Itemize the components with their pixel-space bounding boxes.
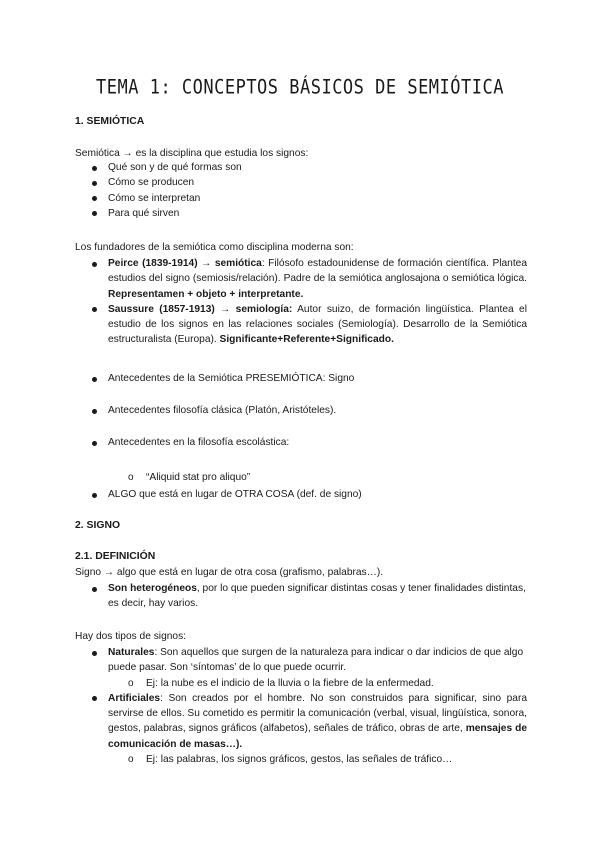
founders-intro: Los fundadores de la semiótica como disciplina moderna son: — [75, 242, 354, 253]
artificiales-example: o Ej: las palabras, los signos gráficos, gestos, las señales de tráfico… — [75, 752, 527, 767]
naturales-bold: Naturales — [108, 647, 155, 658]
list-item: ALGO que está en lugar de OTRA COSA (def. de signo) — [75, 487, 527, 502]
antecedentes-1 — [75, 371, 527, 386]
antecedentes-3 — [75, 435, 527, 450]
naturales-text: : Son aquellos que surgen de la naturaleza para indicar o dar indicios de que algo puede pasar. Son ‘síntomas’ de lo que puede ocurrir. — [108, 647, 524, 674]
tipo-naturales — [75, 645, 527, 691]
naturales-example: o Ej: la nube es el indicio de la lluvia o la fiebre de la enfermedad. — [75, 676, 527, 691]
tipos-intro: Hay dos tipos de signos: — [75, 631, 186, 642]
signo-definition: Signo → algo que está en lugar de otra cosa (grafismo, palabras…). — [75, 567, 384, 578]
list-item: Cómo se producen — [75, 175, 527, 190]
list-item: Para qué sirven — [75, 206, 527, 221]
antecedentes-2 — [75, 403, 527, 418]
founder-saussure — [75, 302, 527, 348]
latin-quote-list — [75, 470, 527, 485]
semiotica-bullets — [75, 160, 527, 221]
heterogeneos-list — [75, 581, 527, 612]
algo-list — [75, 487, 527, 502]
section-heading-signo: 2. SIGNO — [75, 520, 121, 531]
artificiales-bold-end: mensajes de comunicación de masas…). — [108, 723, 527, 750]
section-heading-semiotica: 1. SEMIÓTICA — [75, 116, 145, 127]
heterogeneos-bold: Son heterogéneos — [108, 583, 197, 594]
artificiales-example-list — [75, 752, 527, 767]
list-item: Antecedentes filosofía clásica (Platón, Aristóteles). — [75, 403, 527, 418]
founder-peirce — [75, 256, 527, 302]
naturales-example-list — [75, 676, 527, 691]
founders-list — [75, 256, 527, 348]
list-item: Antecedentes en la filosofía escolástica: — [75, 435, 527, 450]
heterogeneos-text: , por lo que pueden significar distintas cosas y tener finalidades distintas, es decir, hay varios. — [108, 583, 526, 610]
page-title: TEMA 1: CONCEPTOS BÁSICOS DE SEMIÓTICA — [96, 76, 504, 100]
list-item: Qué son y de qué formas son — [75, 160, 527, 175]
tipos-list — [75, 645, 527, 767]
peirce-name: Peirce (1839-1914) → semiótica — [108, 258, 262, 269]
subsection-heading-definicion: 2.1. DEFINICIÓN — [75, 551, 156, 562]
saussure-text: Autor suizo, de formación lingüística. Plantea el estudio de los signos en las relaciones sociales (Semiología). Desarrollo de la Semiótica estructuralista (Europa). — [108, 303, 527, 346]
artificiales-text: : Son creados por el hombre. No son construidos para significar, sino para servirse de ellos. Su cometido es permitir la comunicación (verbal, visual, lingüística, sonora, gestos, palabras, signos gráficos (alfabetos), señales de tráfico, obras de arte, — [108, 692, 527, 735]
peirce-formula: Representamen + objeto + interpretante. — [108, 288, 304, 300]
artificiales-bold: Artificiales — [108, 692, 161, 704]
latin-quote: o “Aliquid stat pro aliquo” — [75, 470, 527, 485]
saussure-formula: Significante+Referente+Significado. — [219, 334, 394, 346]
saussure-name: Saussure (1857-1913) → semiología: — [108, 303, 293, 315]
semiotica-intro: Semiótica → es la disciplina que estudia los signos: — [75, 148, 309, 159]
list-item: Antecedentes de la Semiótica PRESEMIÓTICA: Signo — [75, 371, 527, 386]
list-item: Cómo se interpretan — [75, 191, 527, 206]
list-item — [75, 581, 527, 612]
tipo-artificiales — [75, 691, 527, 767]
peirce-text: : Filósofo estadounidense de formación científica. Plantea estudios del signo (semiosis/relación). Padre de la semiótica anglosajona o semiótica lógica. — [108, 258, 527, 285]
